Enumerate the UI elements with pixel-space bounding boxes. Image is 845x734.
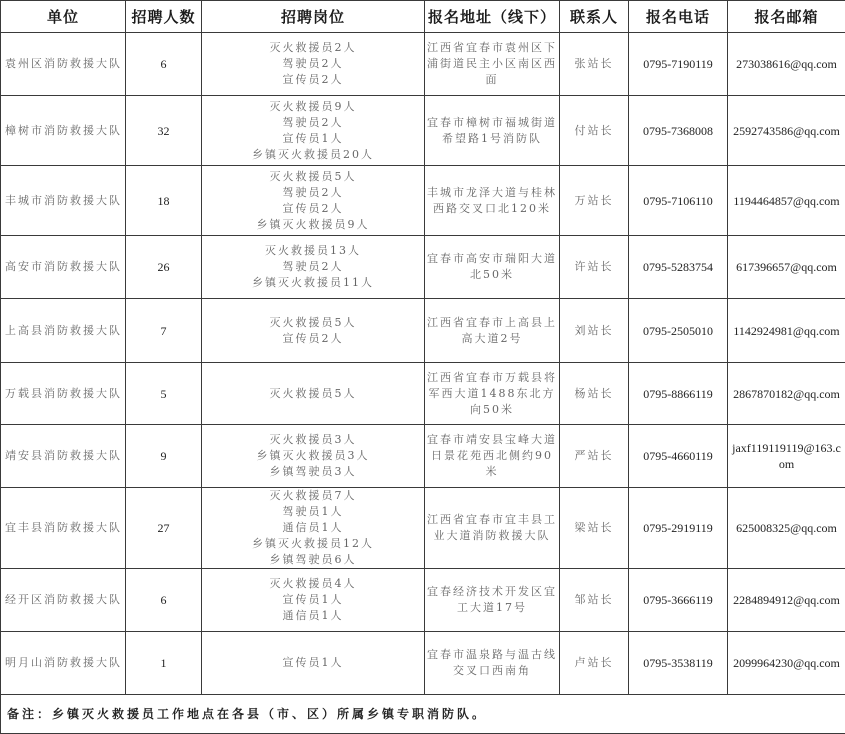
position-line: 驾驶员2人 [204,259,422,275]
phone-cell: 0795-2505010 [629,299,728,363]
count-cell: 32 [126,96,202,166]
unit-cell: 万载县消防救援大队 [1,363,126,425]
positions-cell [202,96,425,166]
position-line: 驾驶员2人 [204,56,422,72]
position-line: 乡镇灭火救援员20人 [204,147,422,163]
count-cell: 6 [126,569,202,632]
email-cell[interactable]: 1142924981@qq.com [728,299,845,363]
note-text: 备注：乡镇灭火救援员工作地点在各县（市、区）所属乡镇专职消防队。 [1,695,845,734]
phone-cell: 0795-4660119 [629,425,728,488]
position-line: 宣传员1人 [204,131,422,147]
position-line: 宣传员1人 [204,592,422,608]
email-cell[interactable]: 2099964230@qq.com [728,632,845,695]
position-line: 灭火救援员5人 [204,386,422,402]
address-cell: 江西省宜春市万载县将军西大道1488东北方向50米 [425,363,560,425]
position-line: 灭火救援员3人 [204,432,422,448]
unit-cell: 经开区消防救援大队 [1,569,126,632]
unit-cell: 明月山消防救援大队 [1,632,126,695]
position-line: 宣传员2人 [204,331,422,347]
address-cell: 宜春市温泉路与温古线交叉口西南角 [425,632,560,695]
phone-cell: 0795-3538119 [629,632,728,695]
phone-cell: 0795-8866119 [629,363,728,425]
position-line: 宣传员1人 [204,655,422,671]
position-line: 乡镇灭火救援员11人 [204,275,422,291]
position-line: 驾驶员2人 [204,185,422,201]
header-phone: 报名电话 [629,1,728,33]
count-cell: 1 [126,632,202,695]
position-line: 通信员1人 [204,608,422,624]
position-line: 灭火救援员2人 [204,40,422,56]
position-line: 灭火救援员4人 [204,576,422,592]
header-count: 招聘人数 [126,1,202,33]
email-cell[interactable]: 1194464857@qq.com [728,166,845,236]
positions-cell [202,488,425,569]
table-row [1,569,845,632]
position-line: 驾驶员2人 [204,115,422,131]
email-cell[interactable]: 2284894912@qq.com [728,569,845,632]
address-cell: 江西省宜春市上高县上高大道2号 [425,299,560,363]
position-line: 宣传员2人 [204,201,422,217]
position-line: 乡镇灭火救援员9人 [204,217,422,233]
contact-cell: 邹站长 [560,569,629,632]
address-cell: 宜春经济技术开发区宜工大道17号 [425,569,560,632]
count-cell: 26 [126,236,202,299]
phone-cell: 0795-7106110 [629,166,728,236]
unit-cell: 高安市消防救援大队 [1,236,126,299]
header-contact: 联系人 [560,1,629,33]
position-line: 灭火救援员5人 [204,169,422,185]
positions-cell [202,363,425,425]
email-cell[interactable]: 2867870182@qq.com [728,363,845,425]
table-row [1,632,845,695]
positions-cell [202,33,425,96]
count-cell: 6 [126,33,202,96]
position-line: 驾驶员1人 [204,504,422,520]
phone-cell: 0795-5283754 [629,236,728,299]
count-cell: 9 [126,425,202,488]
email-cell[interactable]: jaxf119119119@163.com [728,425,845,488]
header-row [1,1,845,33]
position-line: 灭火救援员7人 [204,488,422,504]
email-cell[interactable]: 2592743586@qq.com [728,96,845,166]
table-row [1,166,845,236]
position-line: 通信员1人 [204,520,422,536]
email-cell[interactable]: 617396657@qq.com [728,236,845,299]
address-cell: 宜春市樟树市福城街道希望路1号消防队 [425,96,560,166]
positions-cell [202,236,425,299]
position-line: 宣传员2人 [204,72,422,88]
address-cell: 宜春市靖安县宝峰大道日景花苑西北侧约90米 [425,425,560,488]
position-line: 灭火救援员5人 [204,315,422,331]
header-unit: 单位 [1,1,126,33]
table-row [1,236,845,299]
header-email: 报名邮箱 [728,1,845,33]
email-cell[interactable]: 625008325@qq.com [728,488,845,569]
contact-cell: 许站长 [560,236,629,299]
count-cell: 18 [126,166,202,236]
note-row [1,695,845,734]
positions-cell [202,299,425,363]
contact-cell: 梁站长 [560,488,629,569]
phone-cell: 0795-3666119 [629,569,728,632]
table-row [1,96,845,166]
address-cell: 江西省宜春市袁州区下浦街道民主小区南区西面 [425,33,560,96]
positions-cell [202,632,425,695]
contact-cell: 严站长 [560,425,629,488]
contact-cell: 卢站长 [560,632,629,695]
table-row [1,488,845,569]
contact-cell: 万站长 [560,166,629,236]
address-cell: 江西省宜春市宜丰县工业大道消防救援大队 [425,488,560,569]
table-row [1,425,845,488]
position-line: 乡镇灭火救援员12人 [204,536,422,552]
unit-cell: 靖安县消防救援大队 [1,425,126,488]
phone-cell: 0795-7190119 [629,33,728,96]
contact-cell: 刘站长 [560,299,629,363]
contact-cell: 杨站长 [560,363,629,425]
position-line: 灭火救援员9人 [204,99,422,115]
header-address: 报名地址（线下） [425,1,560,33]
count-cell: 7 [126,299,202,363]
contact-cell: 付站长 [560,96,629,166]
unit-cell: 宜丰县消防救援大队 [1,488,126,569]
position-line: 乡镇驾驶员3人 [204,464,422,480]
address-cell: 丰城市龙泽大道与桂林西路交叉口北120米 [425,166,560,236]
header-positions: 招聘岗位 [202,1,425,33]
email-cell[interactable]: 273038616@qq.com [728,33,845,96]
position-line: 乡镇驾驶员6人 [204,552,422,568]
count-cell: 5 [126,363,202,425]
positions-cell [202,166,425,236]
address-cell: 宜春市高安市瑞阳大道北50米 [425,236,560,299]
table-row [1,363,845,425]
position-line: 灭火救援员13人 [204,243,422,259]
position-line: 乡镇灭火救援员3人 [204,448,422,464]
table-row [1,299,845,363]
positions-cell [202,569,425,632]
phone-cell: 0795-7368008 [629,96,728,166]
phone-cell: 0795-2919119 [629,488,728,569]
unit-cell: 袁州区消防救援大队 [1,33,126,96]
positions-cell [202,425,425,488]
unit-cell: 上高县消防救援大队 [1,299,126,363]
contact-cell: 张站长 [560,33,629,96]
count-cell: 27 [126,488,202,569]
unit-cell: 丰城市消防救援大队 [1,166,126,236]
table-row [1,33,845,96]
unit-cell: 樟树市消防救援大队 [1,96,126,166]
